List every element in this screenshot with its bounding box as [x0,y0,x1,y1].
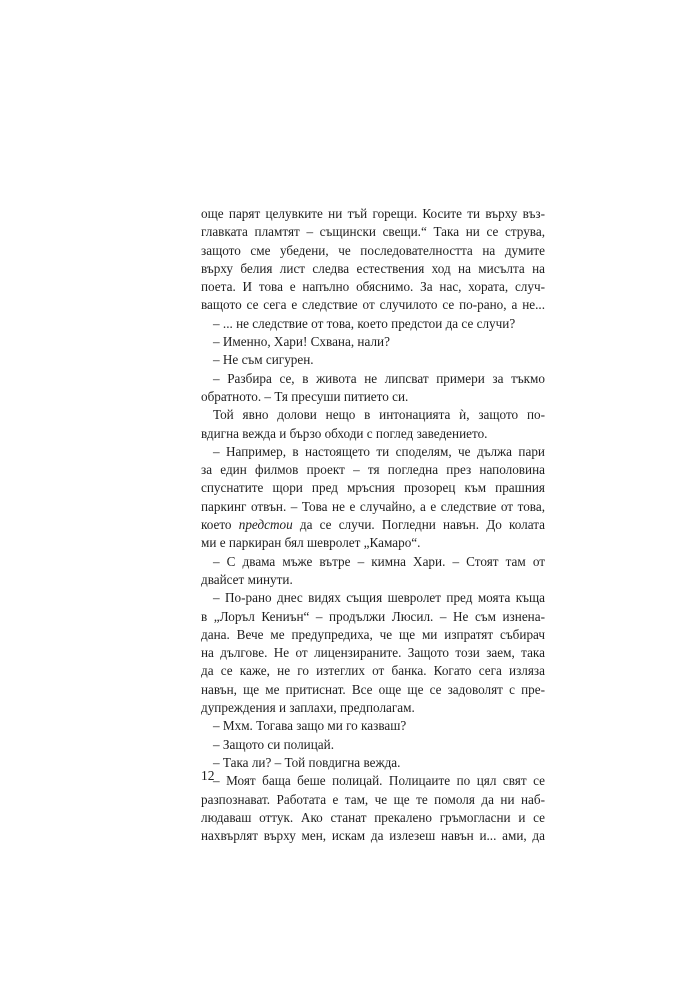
text-line: – Мхм. Тогава защо ми го казваш? [213,718,407,734]
text-line: – По-рано днес видях същия шевролет пред моята къща [213,590,545,606]
text-line: – Не съм сигурен. [213,352,314,368]
text-line: паркинг отвън. – Това не е случайно, а е следствие от това, [201,498,545,514]
page-number: 12 [201,768,215,783]
text-line: разпознават. Работата е там, че ще те помоля да ни наб- [201,791,545,807]
text-line: ващото се сега е следствие от случилото се по-рано, а не... [201,297,545,313]
text-line: – Така ли? – Той повдигна вежда. [213,754,401,770]
text-line: върху белия лист следва естествения ход на мисълта на [201,260,545,276]
text-line: ми е паркиран бял шевролет „Камаро“. [201,535,421,551]
text-line [201,516,545,534]
text-line: нахвърлят върху мен, искам да излезеш навън и... ами, да [201,828,545,844]
text-line: главката пламтят – същински свещи.“ Така ни се струва, [201,224,545,240]
text-line: обратното. – Тя пресуши питието си. [201,388,409,404]
text-line: – С двама мъже вътре – кимна Хари. – Стоят там от [213,553,545,569]
text-line: – Именно, Хари! Схвана, нали? [213,334,390,350]
text-line: в „Лоръл Кениън“ – продължи Люсил. – Не съм изнена- [201,608,545,624]
text-line: поета. И това е напълно обяснимо. За нас, хората, случ- [201,279,545,295]
text-fragment: да се случи. Погледни навън. До колата [292,517,546,533]
text-line: – Защото си полицай. [213,736,334,752]
text-line: дана. Вече ме предупредиха, че ще ми изпратят събирач [201,626,545,642]
text-line: – Например, в настоящето ти споделям, че дължа пари [213,443,545,459]
text-line: да се каже, не го изтеглих от банка. Когато сега изляза [201,663,545,679]
text-line: спуснатите щори пред мръсния прозорец към прашния [201,480,545,496]
text-line: вдигна вежда и бързо обходи с поглед заведението. [201,425,488,441]
text-line: – ... не следствие от това, което предстои да се случи? [213,315,516,331]
text-line: защото сме убедени, че последователността на думите [201,242,545,258]
text-line: дупреждения и заплахи, предполагам. [201,700,415,716]
text-line: людаваш оттук. Ако станат прекалено гръмогласни и се [201,809,545,825]
text-line: – Моят баща беше полицай. Полицаите по цял свят се [213,773,545,789]
text-line: още парят целувките ни тъй горещи. Косите ти върху въз- [201,206,545,221]
text-line: навън, ще ме притиснат. Все още ще се задоволят с пре- [201,681,545,697]
text-line: – Разбира се, в живота не липсват примери за тъкмо [213,370,545,386]
text-line: Той явно долови нещо в интонацията ѝ, защото по- [213,407,545,423]
text-line: за един филмов проект – тя погледна през наполовина [201,462,545,478]
text-line: двайсет минути. [201,571,293,587]
text-fragment: което [201,517,239,533]
italic-word: предстои [238,517,293,533]
body-text [201,205,545,845]
text-line: на дългове. Не от лицензираните. Защото този заем, така [201,645,545,661]
